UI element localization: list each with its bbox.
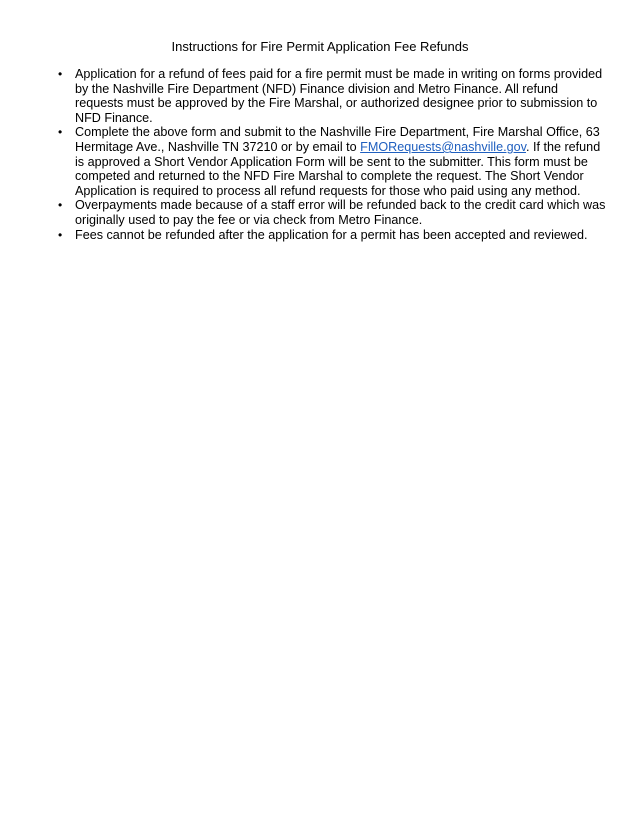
bullet-icon: • [58, 198, 63, 213]
list-item-text: Application for a refund of fees paid for a fire permit must be made in writing on forms provided by the Nashville Fire Department (NFD) Finance division and Metro Finance. All refund requests must be approved by the Fire Marshal, or authorized designee prior to submission to NFD Finance. [75, 67, 603, 125]
bullet-icon: • [58, 67, 63, 81]
list-item-text: Fees cannot be refunded after the application for a permit has been accepted and reviewed. [75, 227, 588, 242]
list-item-text-before: Complete the above form and submit to the Nashville Fire Department, Fire Marshal Office, 63 Hermitage Ave., Nashville TN 37210 or by email to [75, 125, 600, 154]
list-item-submit-form [56, 125, 606, 198]
list-item-no-refund-after-review [56, 228, 606, 243]
bullet-icon: • [58, 125, 63, 140]
email-link[interactable]: FMORequests@nashville.gov [360, 139, 526, 154]
list-item-text: Overpayments made because of a staff error will be refunded back to the credit card which was originally used to pay the fee or via check from Metro Finance. [75, 198, 606, 227]
list-item-overpayments [56, 198, 606, 227]
page-title: Instructions for Fire Permit Application Fee Refunds [171, 39, 469, 54]
list-item-refund-application [56, 67, 606, 125]
list-item-text-after: . If the refund is approved a Short Vendor Application Form will be sent to the submitter. This form must be competed and returned to the NFD Fire Marshal to complete the request. The Short Vendor Application is required to process all refund requests for those who paid using any method. [75, 139, 601, 198]
instructions-list [56, 67, 606, 242]
bullet-icon: • [58, 227, 63, 242]
